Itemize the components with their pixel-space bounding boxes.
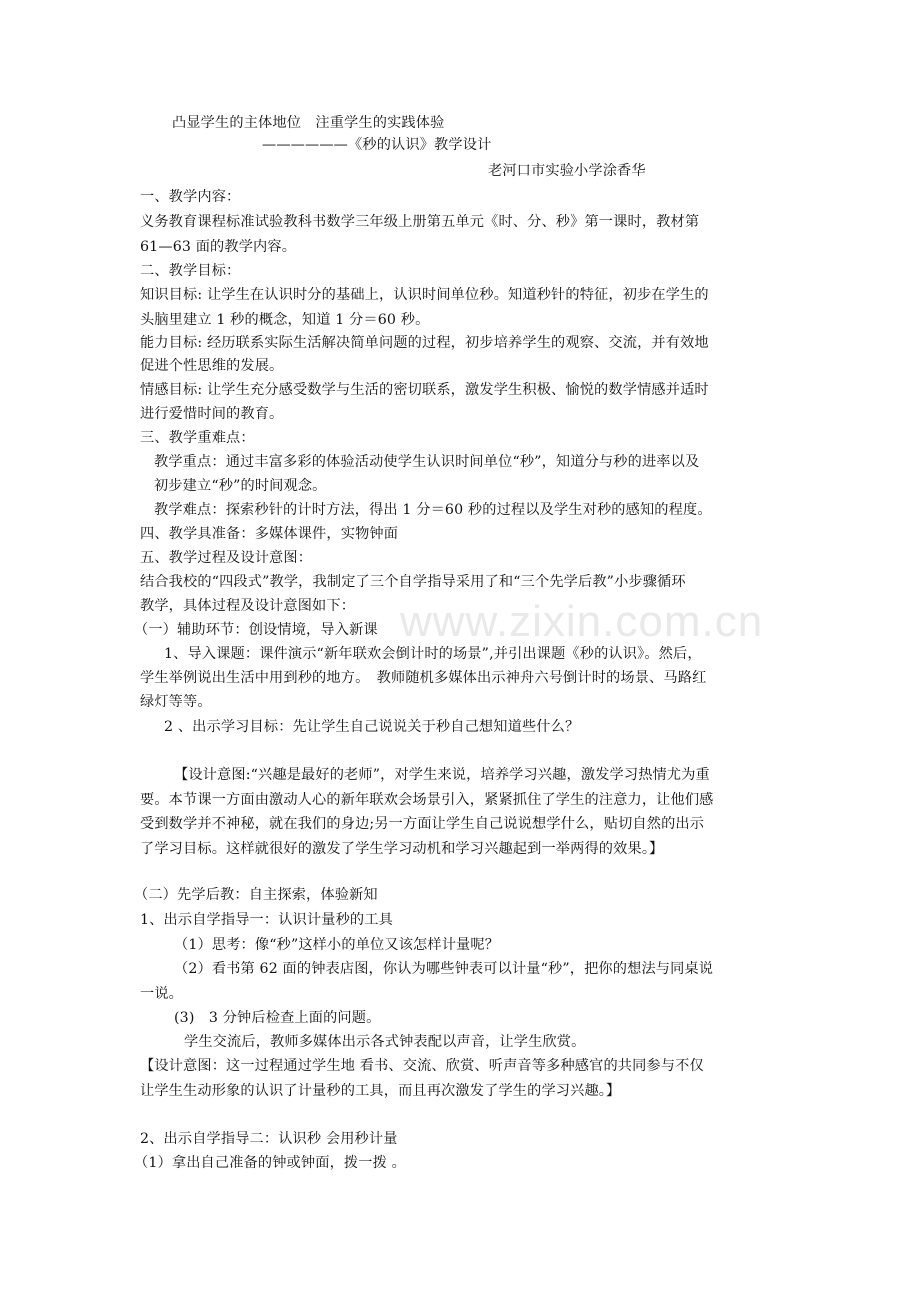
- author-line: 老河口市实验小学涂香华: [488, 163, 646, 179]
- section-heading: 四、教学具准备：多媒体课件，实物钟面: [140, 526, 399, 542]
- design-intent-line: 了学习目标。这样就很好的激发了学生学习动机和学习兴趣起到一举两得的效果。】: [140, 841, 664, 857]
- section-heading: 二、教学目标：: [140, 263, 241, 279]
- paragraph-line: 1、导入课题：课件演示“新年联欢会倒计时的场景”,并引出课题《秒的认识》。然后，: [164, 646, 702, 662]
- subsection-heading: （二）先学后教：自主探索，体验新知: [134, 887, 378, 903]
- paragraph-line: 学生举例说出生活中用到秒的地方。 教师随机多媒体出示神舟六号倒计时的场景、马路红: [140, 670, 707, 686]
- paragraph-line: （1）思考：像“秒”这样小的单位又该怎样计量呢？: [174, 937, 500, 953]
- paragraph-line: （2）看书第 62 面的钟表店图，你认为哪些钟表可以计量“秒”，把你的想法与同桌说: [174, 961, 714, 977]
- paragraph-line: 初步建立“秒”的时间观念。: [154, 478, 327, 494]
- document-title: 凸显学生的主体地位 注重学生的实践体验: [172, 115, 445, 131]
- paragraph-line: 义务教育课程标准试验教科书数学三年级上册第五单元《时、分、秒》第一课时，教材第: [140, 214, 700, 230]
- paragraph-line: 61—63 面的教学内容。: [140, 239, 297, 255]
- paragraph-line: 教学，具体过程及设计意图如下：: [140, 598, 356, 614]
- paragraph-line: 知识目标: 让学生在认识时分的基础上，认识时间单位秒。知道秒针的特征，初步在学生的: [140, 287, 709, 303]
- paragraph-line: 情感目标: 让学生充分感受数学与生活的密切联系，激发学生积极、愉悦的数学情感并适时: [140, 382, 709, 398]
- design-intent-line: 让学生生动形象的认识了计量秒的工具，而且再次激发了学生的学习兴趣。】: [140, 1083, 621, 1099]
- paragraph-line: 促进个性思维的发展。: [140, 358, 284, 374]
- paragraph-line: 教学难点：探索秒针的计时方法，得出 1 分＝60 秒的过程以及学生对秒的感知的程度。: [154, 502, 712, 518]
- paragraph-line: 绿灯等等。: [140, 694, 212, 710]
- section-heading: 五、教学过程及设计意图：: [140, 550, 313, 566]
- subsection-heading: （一）辅助环节：创设情境，导入新课: [134, 622, 378, 638]
- design-intent-line: 【设计意图：这一过程通过学生地 看书、交流、欣赏、听声音等多种感官的共同参与不仅: [140, 1058, 704, 1074]
- paragraph-line: 头脑里建立 1 秒的概念，知道 1 分＝60 秒。: [140, 312, 430, 328]
- paragraph-line: 结合我校的“四段式”教学，我制定了三个自学指导采用了和“三个先学后教”小步骤循环: [140, 574, 686, 590]
- paragraph-line: (3) 3 分钟后检查上面的问题。: [174, 1010, 381, 1026]
- design-intent-line: 受到数学并不神秘，就在我们的身边;另一方面让学生自己说说想学什么，贴切自然的出示: [140, 816, 705, 832]
- paragraph-line: 教学重点：通过丰富多彩的体验活动使学生认识时间单位“秒”，知道分与秒的进率以及: [154, 454, 700, 470]
- paragraph-line: （1）拿出自己准备的钟或钟面，拨一拨 。: [134, 1155, 406, 1171]
- section-heading: 一、教学内容：: [140, 189, 241, 205]
- paragraph-line: 学生交流后，教师多媒体出示各式钟表配以声音，让学生欣赏。: [184, 1034, 586, 1050]
- document-subtitle: ——————《秒的认识》教学设计: [262, 137, 492, 153]
- design-intent-line: 要。本节课一方面由激动人心的新年联欢会场景引入，紧紧抓住了学生的注意力，让他们感: [140, 792, 714, 808]
- paragraph-line: 1、出示自学指导一：认识计量秒的工具: [140, 912, 393, 928]
- design-intent-line: 【设计意图:“兴趣是最好的老师”，对学生来说，培养学习兴趣，激发学习热情尤为重: [174, 767, 710, 783]
- paragraph-line: 能力目标: 经历联系实际生活解决简单问题的过程，初步培养学生的观察、交流，并有效地: [140, 335, 709, 351]
- watermark: www.zixin.com.cn: [400, 597, 764, 646]
- paragraph-line: 进行爱惜时间的教育。: [140, 406, 284, 422]
- paragraph-line: 2 、出示学习目标：先让学生自己说说关于秒自己想知道些什么？: [164, 719, 580, 735]
- paragraph-line: 一说。: [140, 986, 184, 1002]
- section-heading: 三、教学重难点：: [140, 430, 255, 446]
- paragraph-line: 2、出示自学指导二：认识秒 会用秒计量: [140, 1131, 398, 1147]
